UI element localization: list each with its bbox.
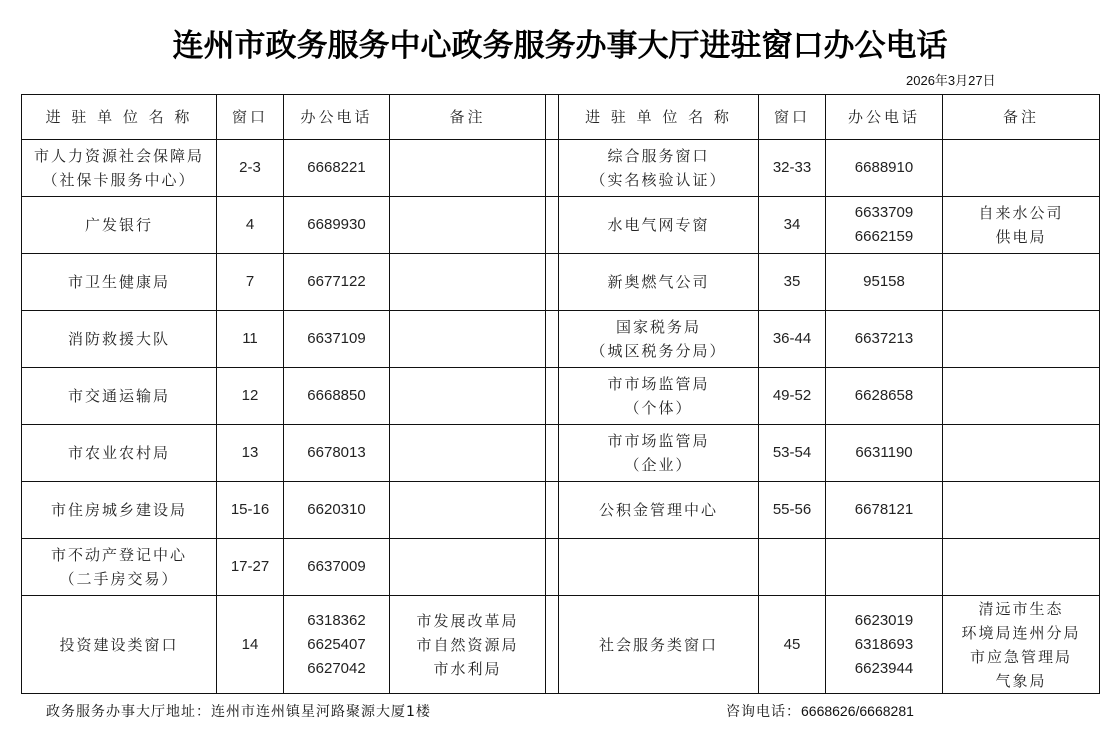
office-phone-line: 6662159 bbox=[854, 228, 914, 245]
window-number: 14 bbox=[217, 596, 284, 694]
unit-name-line: 市住房城乡建设局 bbox=[50, 501, 187, 519]
window-number: 32-33 bbox=[759, 140, 826, 197]
page-title: 连州市政务服务中心政务服务办事大厅进驻窗口办公电话 bbox=[172, 28, 948, 64]
unit-name-line: 市农业农村局 bbox=[67, 444, 170, 462]
unit-name-line: 市交通运输局 bbox=[67, 387, 170, 405]
header-window: 窗口 bbox=[217, 95, 284, 140]
unit-name-line: （城区税务分局） bbox=[590, 342, 727, 360]
header-phone: 办公电话 bbox=[284, 95, 390, 140]
window-number: 35 bbox=[759, 254, 826, 311]
unit-name-line: 市市场监管局 bbox=[607, 432, 710, 450]
note bbox=[943, 596, 1100, 694]
office-phone-line: 6677122 bbox=[307, 273, 366, 290]
office-phone-table bbox=[21, 94, 1100, 694]
office-phone bbox=[284, 596, 390, 694]
address-label: 政务服务办事大厅地址： bbox=[46, 704, 211, 720]
hall-address bbox=[46, 701, 431, 721]
unit-name bbox=[22, 254, 217, 311]
unit-name-line: 市不动产登记中心 bbox=[50, 546, 187, 564]
unit-name-line: 市人力资源社会保障局 bbox=[33, 147, 204, 165]
unit-name bbox=[559, 368, 759, 425]
note bbox=[943, 197, 1100, 254]
office-phone-line: 6678121 bbox=[854, 501, 914, 518]
window-number: 2-3 bbox=[217, 140, 284, 197]
office-phone bbox=[284, 482, 390, 539]
header-unit-name: 进 驻 单 位 名 称 bbox=[559, 95, 759, 140]
note bbox=[943, 425, 1100, 482]
office-phone-line: 6318693 bbox=[854, 635, 914, 653]
office-phone-line: 6668221 bbox=[307, 159, 366, 176]
unit-name-line: 水电气网专窗 bbox=[607, 216, 710, 234]
window-number: 55-56 bbox=[759, 482, 826, 539]
table-row bbox=[22, 254, 1100, 311]
column-gap bbox=[546, 368, 559, 425]
office-phone bbox=[826, 311, 943, 368]
office-phone-line: 6633709 bbox=[854, 204, 914, 221]
window-number: 11 bbox=[217, 311, 284, 368]
note bbox=[390, 368, 546, 425]
column-gap bbox=[546, 197, 559, 254]
office-phone-line: 6628658 bbox=[854, 387, 914, 404]
note bbox=[943, 482, 1100, 539]
office-phone bbox=[284, 311, 390, 368]
unit-name bbox=[559, 311, 759, 368]
office-phone bbox=[826, 539, 943, 596]
office-phone bbox=[284, 368, 390, 425]
table-row bbox=[22, 311, 1100, 368]
unit-name-line: 市市场监管局 bbox=[607, 375, 710, 393]
office-phone-line: 6625407 bbox=[307, 635, 366, 653]
unit-name-line: 国家税务局 bbox=[615, 318, 701, 336]
unit-name bbox=[559, 197, 759, 254]
note bbox=[390, 197, 546, 254]
window-number bbox=[759, 539, 826, 596]
column-gap bbox=[546, 482, 559, 539]
window-number: 45 bbox=[759, 596, 826, 694]
unit-name-line: （社保卡服务中心） bbox=[42, 171, 196, 189]
office-phone bbox=[284, 140, 390, 197]
unit-name bbox=[22, 311, 217, 368]
column-gap bbox=[546, 596, 559, 694]
office-phone-line: 6620310 bbox=[307, 501, 366, 518]
office-phone-line: 6627042 bbox=[307, 659, 366, 677]
note bbox=[943, 311, 1100, 368]
unit-name bbox=[559, 425, 759, 482]
window-number: 13 bbox=[217, 425, 284, 482]
office-phone bbox=[284, 425, 390, 482]
window-number: 7 bbox=[217, 254, 284, 311]
office-phone bbox=[826, 197, 943, 254]
office-phone bbox=[284, 254, 390, 311]
note bbox=[390, 254, 546, 311]
unit-name bbox=[22, 539, 217, 596]
office-phone-line: 6688910 bbox=[854, 159, 914, 176]
note bbox=[943, 368, 1100, 425]
unit-name-line: 广发银行 bbox=[84, 216, 153, 234]
address-value: 连州市连州镇星河路聚源大厦1楼 bbox=[211, 704, 431, 720]
note bbox=[390, 596, 546, 694]
note bbox=[943, 140, 1100, 197]
window-number: 49-52 bbox=[759, 368, 826, 425]
unit-name-line: （二手房交易） bbox=[59, 570, 179, 588]
unit-name bbox=[22, 482, 217, 539]
header-phone: 办公电话 bbox=[826, 95, 943, 140]
unit-name-line: 投资建设类窗口 bbox=[59, 635, 179, 654]
unit-name bbox=[22, 368, 217, 425]
consult-phone bbox=[726, 701, 914, 721]
note bbox=[943, 254, 1100, 311]
unit-name-line: 社会服务类窗口 bbox=[598, 635, 718, 654]
column-gap bbox=[546, 254, 559, 311]
office-phone bbox=[826, 254, 943, 311]
unit-name bbox=[559, 596, 759, 694]
office-phone bbox=[284, 539, 390, 596]
window-number: 17-27 bbox=[217, 539, 284, 596]
window-number: 34 bbox=[759, 197, 826, 254]
office-phone-line: 6637009 bbox=[307, 558, 366, 575]
header-note: 备注 bbox=[943, 95, 1100, 140]
table-header-row bbox=[22, 95, 1100, 140]
unit-name bbox=[22, 197, 217, 254]
note-line: 自来水公司 bbox=[978, 204, 1064, 222]
note-line: 市自然资源局 bbox=[416, 635, 519, 654]
office-phone-line: 6678013 bbox=[307, 444, 366, 461]
table-row bbox=[22, 539, 1100, 596]
unit-name-line: （企业） bbox=[624, 456, 693, 474]
column-gap bbox=[546, 425, 559, 482]
consult-label: 咨询电话： bbox=[726, 704, 801, 720]
note-line: 市水利局 bbox=[433, 659, 502, 678]
header-unit-name: 进 驻 单 位 名 称 bbox=[22, 95, 217, 140]
office-phone-line: 6668850 bbox=[307, 387, 366, 404]
document-date: 2026年3月27日 bbox=[906, 73, 996, 88]
unit-name-line: 综合服务窗口 bbox=[607, 147, 710, 165]
window-number: 15-16 bbox=[217, 482, 284, 539]
column-gap bbox=[546, 140, 559, 197]
office-phone-line: 6623944 bbox=[854, 659, 914, 677]
note bbox=[390, 311, 546, 368]
note bbox=[943, 539, 1100, 596]
unit-name-line: （实名核验认证） bbox=[590, 171, 727, 189]
header-window: 窗口 bbox=[759, 95, 826, 140]
note bbox=[390, 539, 546, 596]
office-phone bbox=[826, 368, 943, 425]
window-number: 12 bbox=[217, 368, 284, 425]
note bbox=[390, 482, 546, 539]
table-row bbox=[22, 596, 1100, 694]
unit-name-line: 市卫生健康局 bbox=[67, 273, 170, 291]
office-phone bbox=[826, 425, 943, 482]
note-line: 气象局 bbox=[995, 671, 1047, 690]
office-phone-line: 6318362 bbox=[307, 611, 366, 629]
office-phone-line: 6631190 bbox=[855, 444, 913, 461]
unit-name bbox=[22, 596, 217, 694]
office-phone-line: 6689930 bbox=[307, 216, 366, 233]
table-row bbox=[22, 197, 1100, 254]
unit-name bbox=[22, 140, 217, 197]
office-phone bbox=[826, 596, 943, 694]
office-phone-line: 6637213 bbox=[854, 330, 914, 347]
unit-name bbox=[559, 140, 759, 197]
consult-phone-value: 6668626/6668281 bbox=[801, 703, 914, 719]
window-number: 36-44 bbox=[759, 311, 826, 368]
office-phone-line: 6623019 bbox=[854, 611, 914, 629]
note bbox=[390, 140, 546, 197]
note-line: 市发展改革局 bbox=[416, 611, 519, 630]
note-line: 市应急管理局 bbox=[969, 647, 1072, 666]
unit-name bbox=[22, 425, 217, 482]
column-gap bbox=[546, 311, 559, 368]
office-phone bbox=[826, 140, 943, 197]
office-phone-line: 6637109 bbox=[307, 330, 366, 347]
office-phone-line: 95158 bbox=[863, 273, 905, 290]
office-phone bbox=[284, 197, 390, 254]
table-row bbox=[22, 482, 1100, 539]
window-number: 4 bbox=[217, 197, 284, 254]
header-note: 备注 bbox=[390, 95, 546, 140]
unit-name bbox=[559, 254, 759, 311]
note-line: 清远市生态 bbox=[978, 599, 1064, 618]
note bbox=[390, 425, 546, 482]
office-phone bbox=[826, 482, 943, 539]
column-gap bbox=[546, 539, 559, 596]
unit-name bbox=[559, 482, 759, 539]
window-number: 53-54 bbox=[759, 425, 826, 482]
unit-name bbox=[559, 539, 759, 596]
unit-name-line: 公积金管理中心 bbox=[598, 501, 718, 519]
column-gap bbox=[546, 95, 559, 140]
unit-name-line: 消防救援大队 bbox=[67, 330, 170, 348]
unit-name-line: 新奥燃气公司 bbox=[607, 273, 710, 291]
table-row bbox=[22, 425, 1100, 482]
note-line: 供电局 bbox=[995, 228, 1047, 246]
table-row bbox=[22, 368, 1100, 425]
note-line: 环境局连州分局 bbox=[961, 623, 1081, 642]
table-row bbox=[22, 140, 1100, 197]
unit-name-line: （个体） bbox=[624, 399, 693, 417]
